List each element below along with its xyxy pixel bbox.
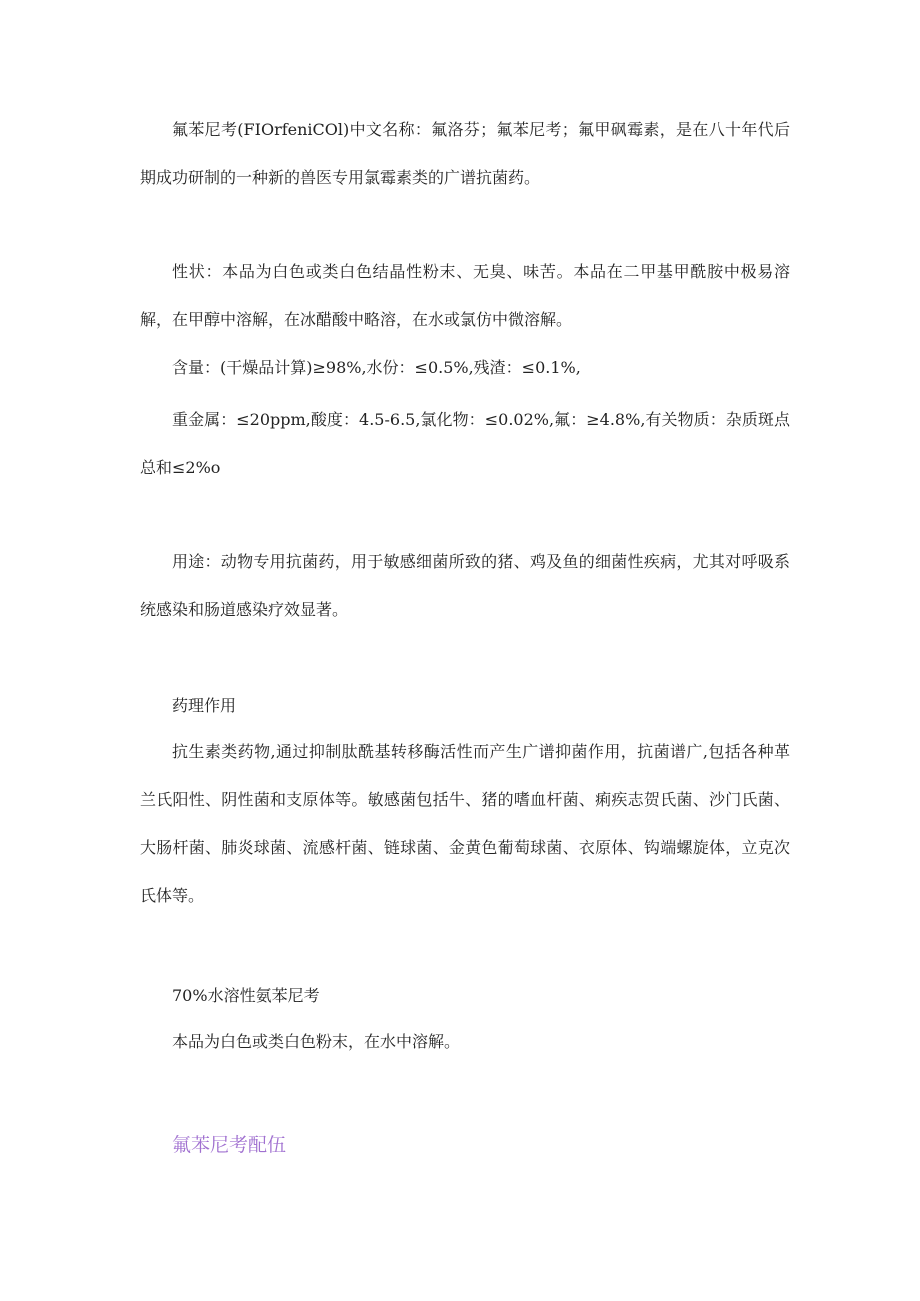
usage-paragraph: 用途：动物专用抗菌药，用于敏感细菌所致的猪、鸡及鱼的细菌性疾病，尤其对呼吸系统感染和肠道感染疗效显著。 <box>140 552 790 619</box>
content-spec-paragraph: 含量：(干燥品计算)≥98%,水份：≤0.5%,残渣：≤0.1%, <box>172 358 581 377</box>
pharmacology-paragraph: 抗生素类药物,通过抑制肽酰基转移酶活性而产生广谱抑菌作用，抗菌谱广,包括各种革兰氏阳性、阴性菌和支原体等。敏感菌包括牛、猪的嗜血杆菌、痢疾志贺氏菌、沙门氏菌、大肠杆菌、肺炎球菌、流感杆菌、链球菌、金黄色葡萄球菌、衣原体、钩端螺旋体，立克次氏体等。 <box>140 742 790 905</box>
product-heading: 70%水溶性氨苯尼考 <box>172 986 320 1005</box>
pharmacology-heading: 药理作用 <box>172 696 237 715</box>
intro-paragraph: 氟苯尼考(FIOrfeniCOl)中文名称：氟洛芬；氟苯尼考；氟甲砜霉素，是在八十年代后期成功研制的一种新的兽医专用氯霉素类的广谱抗菌药。 <box>140 120 790 187</box>
heavy-metals-paragraph: 重金属：≤20ppm,酸度：4.5-6.5,氯化物：≤0.02%,氟：≥4.8%,有关物质：杂质斑点总和≤2%o <box>140 410 790 477</box>
compatibility-link-heading[interactable]: 氟苯尼考配伍 <box>172 1134 287 1156</box>
product-description: 本品为白色或类白色粉末，在水中溶解。 <box>172 1032 461 1051</box>
properties-paragraph: 性状：本品为白色或类白色结晶性粉末、无臭、味苦。本品在二甲基甲酰胺中极易溶解，在甲醇中溶解，在冰醋酸中略溶，在水或氯仿中微溶解。 <box>140 262 790 329</box>
